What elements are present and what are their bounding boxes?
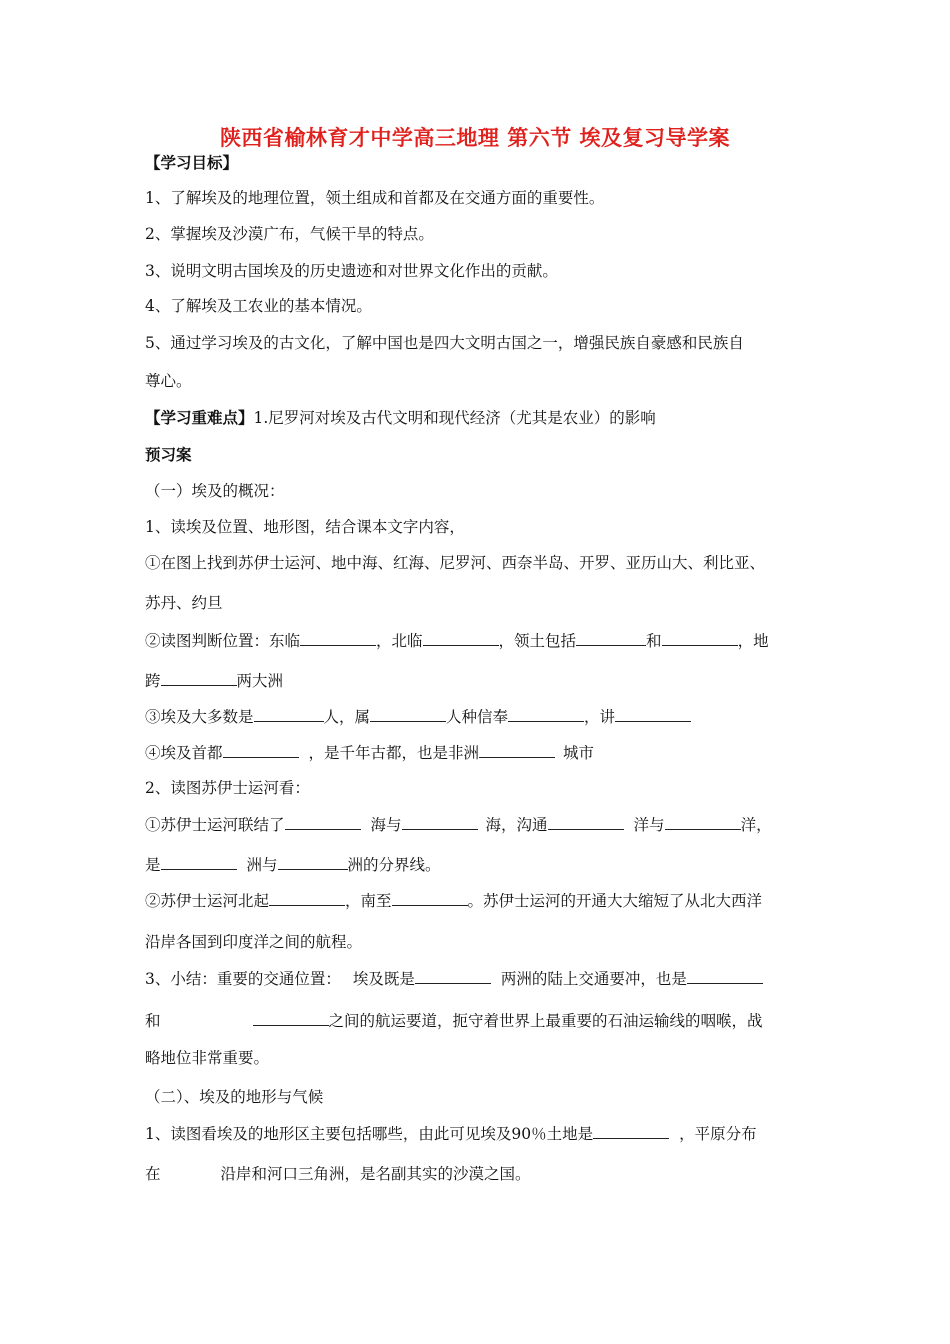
answer-blank[interactable] bbox=[687, 969, 763, 984]
text: ，地 bbox=[737, 632, 769, 650]
text: 人，属 bbox=[323, 708, 371, 726]
text: 。苏伊士运河的开通大大缩短了从北大西洋 bbox=[467, 892, 763, 910]
s1-question-3 bbox=[145, 969, 763, 989]
text: ，南至 bbox=[345, 892, 392, 910]
key-text: 1.尼罗河对埃及古代文明和现代经济（尤其是农业）的影响 bbox=[253, 409, 656, 427]
answer-blank[interactable] bbox=[662, 631, 738, 646]
goal-item-2: 2、掌握埃及沙漠广布，气候干旱的特点。 bbox=[145, 225, 434, 243]
text: 埃及既是 bbox=[352, 970, 415, 988]
text: ，平原分布 bbox=[679, 1125, 757, 1143]
answer-blank[interactable] bbox=[161, 855, 237, 870]
text: ，领土包括 bbox=[498, 632, 577, 650]
text: 海与 bbox=[370, 816, 402, 834]
answer-blank[interactable] bbox=[392, 891, 468, 906]
s1-q1-item-1: ①在图上找到苏伊士运河、地中海、红海、尼罗河、西奈半岛、开罗、亚历山大、利比亚、 bbox=[145, 554, 766, 572]
answer-blank[interactable] bbox=[278, 855, 348, 870]
s1-q2-item-1 bbox=[145, 815, 772, 835]
text: ，讲 bbox=[584, 708, 616, 726]
text: 人种信奉 bbox=[446, 708, 509, 726]
answer-blank[interactable] bbox=[253, 1011, 329, 1026]
answer-blank[interactable] bbox=[370, 707, 446, 722]
key-points bbox=[145, 408, 656, 428]
s1-q1-item-3 bbox=[145, 707, 691, 727]
section-1-heading: （一）埃及的概况： bbox=[145, 482, 285, 500]
text: 1、读图看埃及的地形区主要包括哪些，由此可见埃及90％土地是 bbox=[145, 1125, 594, 1143]
s1-q1-item-1-cont: 苏丹、约旦 bbox=[145, 594, 223, 612]
text: ②读图判断位置：东临 bbox=[145, 632, 301, 650]
goal-item-5-cont: 尊心。 bbox=[145, 372, 192, 390]
answer-blank[interactable] bbox=[576, 631, 646, 646]
answer-blank[interactable] bbox=[615, 707, 691, 722]
answer-blank[interactable] bbox=[548, 815, 624, 830]
preview-heading: 预习案 bbox=[145, 446, 192, 464]
answer-blank[interactable] bbox=[508, 707, 584, 722]
section-2-heading: （二）、埃及的地形与气候 bbox=[145, 1088, 324, 1106]
s1-question-1: 1、读埃及位置、地形图，结合课本文字内容， bbox=[145, 518, 465, 536]
answer-blank[interactable] bbox=[423, 631, 499, 646]
answer-blank[interactable] bbox=[479, 743, 555, 758]
text: ，北临 bbox=[376, 632, 423, 650]
s1-q1-item-2 bbox=[145, 631, 769, 651]
text: 洲的分界线。 bbox=[347, 856, 441, 874]
answer-blank[interactable] bbox=[285, 815, 361, 830]
s1-question-2: 2、读图苏伊士运河看： bbox=[145, 779, 310, 797]
text: 城市 bbox=[563, 744, 595, 762]
text: 在 bbox=[145, 1165, 161, 1183]
text: 两大洲 bbox=[236, 672, 284, 690]
answer-blank[interactable] bbox=[402, 815, 478, 830]
key-heading: 【学习重难点】 bbox=[145, 409, 254, 427]
text: 两洲的陆上交通要冲，也是 bbox=[500, 970, 687, 988]
text: 之间的航运要道，扼守着世界上最重要的石油运输线的咽喉，战 bbox=[328, 1012, 763, 1030]
s1-q1-item-2-cont bbox=[145, 671, 283, 691]
s1-q2-item-1-cont bbox=[145, 855, 441, 875]
s1-q2-item-2-cont: 沿岸各国到印度洋之间的航程。 bbox=[145, 933, 363, 951]
answer-blank[interactable] bbox=[665, 815, 741, 830]
s2-question-1 bbox=[145, 1124, 757, 1144]
goal-item-5: 5、通过学习埃及的古文化，了解中国也是四大文明古国之一，增强民族自豪感和民族自 bbox=[145, 334, 744, 352]
s1-q1-item-4 bbox=[145, 743, 594, 763]
text: ①苏伊士运河联结了 bbox=[145, 816, 285, 834]
text: 和 bbox=[646, 632, 662, 650]
text: 和 bbox=[145, 1012, 161, 1030]
text: 海，沟通 bbox=[485, 816, 548, 834]
goal-item-4: 4、了解埃及工农业的基本情况。 bbox=[145, 297, 372, 315]
s1-q2-item-2 bbox=[145, 891, 762, 911]
text: 跨 bbox=[145, 672, 161, 690]
text: ②苏伊士运河北起 bbox=[145, 892, 270, 910]
answer-blank[interactable] bbox=[415, 969, 491, 984]
goal-item-3: 3、说明文明古国埃及的历史遗迹和对世界文化作出的贡献。 bbox=[145, 262, 558, 280]
s2-question-1-cont bbox=[145, 1164, 531, 1184]
text: 洋， bbox=[740, 816, 772, 834]
s1-question-3-cont-2: 略地位非常重要。 bbox=[145, 1049, 270, 1067]
answer-blank[interactable] bbox=[593, 1124, 669, 1139]
document-title: 陕西省榆林育才中学高三地理 第六节 埃及复习导学案 bbox=[219, 126, 731, 150]
answer-blank[interactable] bbox=[300, 631, 376, 646]
answer-blank[interactable] bbox=[223, 743, 299, 758]
goal-item-1: 1、了解埃及的地理位置，领土组成和首都及在交通方面的重要性。 bbox=[145, 189, 605, 207]
text: 洲与 bbox=[246, 856, 278, 874]
text: ③埃及大多数是 bbox=[145, 708, 254, 726]
text: ④埃及首都 bbox=[145, 744, 223, 762]
text: 沿岸和河口三角洲，是名副其实的沙漠之国。 bbox=[220, 1165, 531, 1183]
answer-blank[interactable] bbox=[269, 891, 345, 906]
text: 3、小结：重要的交通位置： bbox=[145, 970, 341, 988]
text: ，是千年古都，也是非洲 bbox=[308, 744, 480, 762]
answer-blank[interactable] bbox=[254, 707, 324, 722]
answer-blank[interactable] bbox=[161, 671, 237, 686]
s1-question-3-cont bbox=[145, 1011, 763, 1031]
text: 是 bbox=[145, 856, 161, 874]
goals-heading: 【学习目标】 bbox=[145, 154, 239, 172]
text: 洋与 bbox=[633, 816, 665, 834]
